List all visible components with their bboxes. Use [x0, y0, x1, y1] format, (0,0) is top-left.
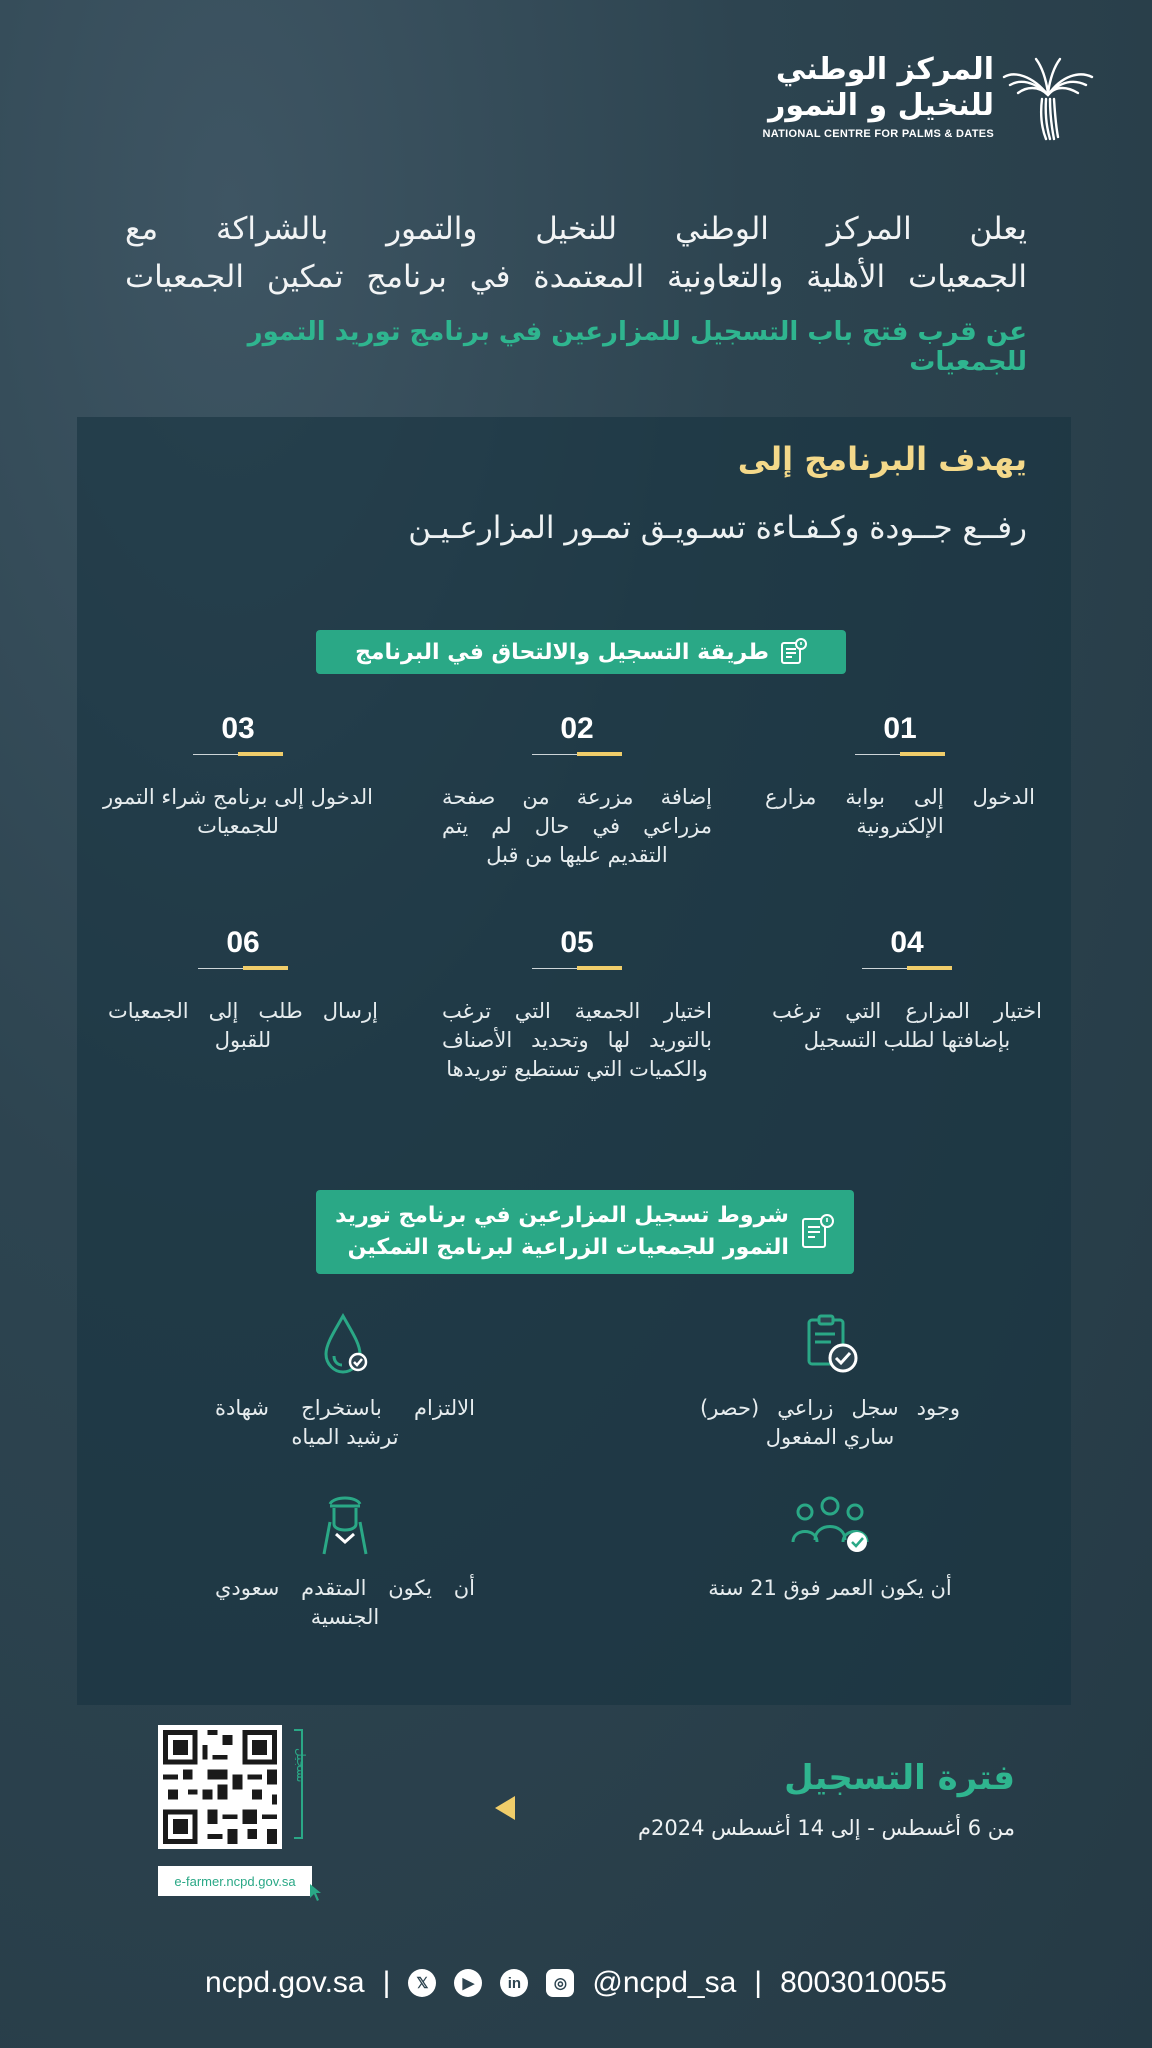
- qr-code[interactable]: [158, 1725, 282, 1849]
- step-text: إضافة مزرعة من صفحة مزراعي في حال لم يتم التقديم عليها من قبل: [442, 785, 712, 867]
- step-underline: [193, 752, 283, 757]
- registration-title-badge: [316, 630, 846, 674]
- condition-text: أن يكون المتقدم سعودي الجنسية: [215, 1576, 475, 1629]
- period-title: فترة التسجيل: [784, 1758, 1015, 1798]
- bracket-icon: [290, 1728, 312, 1840]
- clipboard-check-icon: [795, 1310, 865, 1380]
- step-underline: [855, 752, 945, 757]
- step-number: 02: [560, 712, 594, 745]
- step-text: اختيار المزارع التي ترغب بإضافتها لطلب التسجيل: [772, 999, 1042, 1052]
- arrow-left-icon: [495, 1796, 515, 1820]
- step-underline: [532, 966, 622, 971]
- org-name-en: NATIONAL CENTRE FOR PALMS & DATES: [762, 128, 994, 140]
- announcement: [125, 205, 1027, 377]
- water-drop-check-icon: [310, 1310, 380, 1380]
- step-03: [103, 712, 373, 841]
- qr-side-label: [290, 1728, 312, 1840]
- step-text: الدخول إلى بوابة مزارع الإلكترونية: [765, 785, 1035, 838]
- x-icon[interactable]: 𝕏: [408, 1969, 436, 1997]
- step-text: إرسال طلب إلى الجمعيات للقبول: [108, 999, 378, 1052]
- announcement-highlight: عن قرب فتح باب التسجيل للمزارعين في برنامج توريد التمور للجمعيات: [247, 317, 1027, 377]
- org-name-line2: للنخيل و التمور: [768, 88, 994, 123]
- announcement-line1: يعلن المركز الوطني للنخيل والتمور بالشراكة مع: [125, 211, 1027, 247]
- step-01: [765, 712, 1035, 841]
- condition-text: وجود سجل زراعي (حصر) ساري المفعول: [700, 1396, 960, 1449]
- conditions-title-badge: [316, 1190, 854, 1274]
- condition-record: [700, 1310, 960, 1452]
- step-number: 03: [221, 712, 255, 745]
- conditions-title-line1: شروط تسجيل المزارعين في برنامج توريد: [335, 1203, 789, 1228]
- step-02: [442, 712, 712, 870]
- condition-nationality: [215, 1490, 475, 1632]
- step-underline: [532, 752, 622, 757]
- group-check-icon: [785, 1490, 875, 1560]
- condition-water: [215, 1310, 475, 1452]
- youtube-icon[interactable]: ▶: [454, 1969, 482, 1997]
- org-name-line1: المركز الوطني: [775, 52, 994, 87]
- qr-side-text: تسجيل: [294, 1748, 308, 1783]
- registration-title: طريقة التسجيل والالتحاق في البرنامج: [355, 639, 769, 665]
- cursor-icon: [306, 1882, 326, 1904]
- step-number: 05: [560, 926, 594, 959]
- step-number: 06: [226, 926, 260, 959]
- step-number: 01: [883, 712, 917, 745]
- step-underline: [198, 966, 288, 971]
- step-04: [772, 926, 1042, 1055]
- step-06: [108, 926, 378, 1055]
- form-icon: [779, 638, 807, 666]
- step-text: الدخول إلى برنامج شراء التمور للجمعيات: [103, 785, 373, 838]
- separator: |: [754, 1966, 763, 1999]
- saudi-man-icon: [310, 1490, 380, 1560]
- announcement-line2: الجمعيات الأهلية والتعاونية المعتمدة في برنامج تمكين الجمعيات: [125, 259, 1027, 295]
- logo-text: [694, 52, 994, 140]
- condition-text: الالتزام باستخراج شهادة ترشيد المياه: [215, 1396, 475, 1449]
- footer: [0, 1958, 1152, 2008]
- social-handle[interactable]: @ncpd_sa: [592, 1966, 737, 1999]
- palm-tree-logo-icon: [1002, 55, 1094, 141]
- phone-number[interactable]: 8003010055: [780, 1966, 947, 1999]
- conditions-title-line2: التمور للجمعيات الزراعية لبرنامج التمكين: [347, 1235, 789, 1260]
- document-icon: [799, 1212, 835, 1252]
- goal-text: رفــع جــودة وكـفـاءة تسـويـق تمـور المزارعـيـن: [408, 510, 1027, 546]
- goal-title: يهدف البرنامج إلى: [737, 440, 1027, 478]
- qr-url[interactable]: e-farmer.ncpd.gov.sa: [158, 1866, 312, 1896]
- step-number: 04: [890, 926, 924, 959]
- instagram-icon[interactable]: ◎: [546, 1969, 574, 1997]
- period-text: من 6 أغسطس - إلى 14 أغسطس 2024م: [638, 1816, 1015, 1840]
- condition-age: [700, 1490, 960, 1603]
- step-05: [442, 926, 712, 1084]
- linkedin-icon[interactable]: in: [500, 1969, 528, 1997]
- condition-text: أن يكون العمر فوق 21 سنة: [708, 1576, 952, 1600]
- separator: |: [382, 1966, 391, 1999]
- step-underline: [862, 966, 952, 971]
- website-link[interactable]: ncpd.gov.sa: [205, 1966, 365, 1999]
- step-text: اختيار الجمعية التي ترغب بالتوريد لها وتحديد الأصناف والكميات التي تستطيع توريدها: [442, 999, 712, 1081]
